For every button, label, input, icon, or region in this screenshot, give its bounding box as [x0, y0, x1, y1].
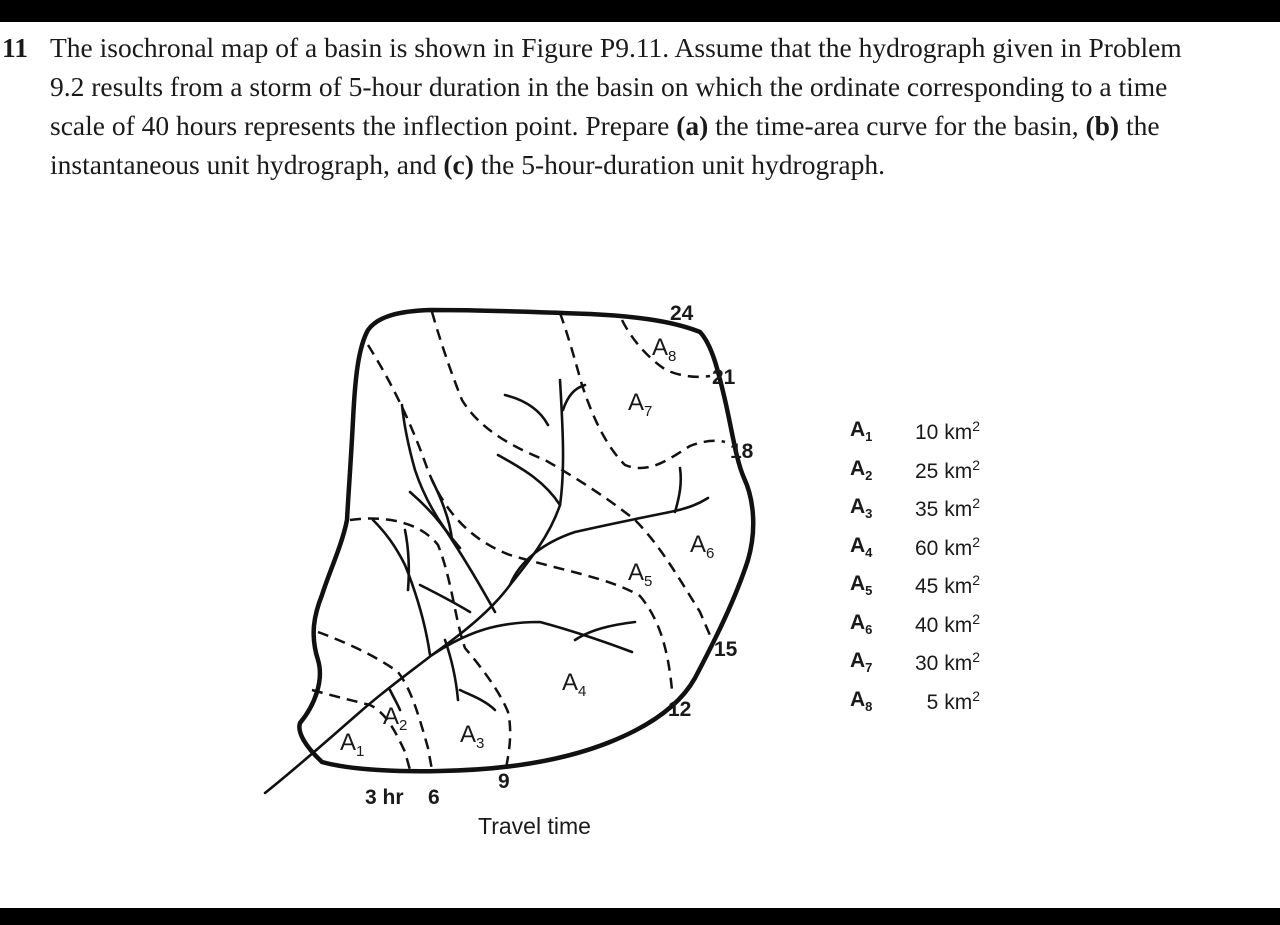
tributary	[460, 690, 495, 710]
legend-area-subscript: 5	[865, 583, 873, 599]
legend-area-subscript: 7	[865, 660, 873, 676]
area-label-a2: $A_2$	[383, 703, 408, 734]
tributary	[563, 385, 585, 410]
legend-value-number: 25	[915, 459, 939, 483]
legend-value-exponent: 2	[972, 418, 980, 434]
legend-value-number: 60	[915, 536, 939, 560]
isochrone-label-6: 6	[428, 786, 440, 809]
legend-area-letter: A	[850, 495, 866, 518]
legend-value-unit: km	[944, 690, 973, 714]
legend-area-letter: A	[850, 533, 866, 557]
legend-area-letter: A	[850, 687, 866, 711]
legend-value-exponent: 2	[972, 649, 980, 665]
tributary	[510, 498, 708, 585]
legend-value-unit: km	[944, 421, 973, 444]
legend-value-exponent: 2	[972, 533, 980, 550]
legend-value-number: 45	[915, 575, 939, 598]
problem-text-4: the 5-hour-duration unit hydrograph.	[473, 149, 885, 180]
area-label-a3: $A_3$	[460, 721, 485, 752]
tributary	[675, 468, 681, 512]
legend-area-value	[870, 611, 980, 638]
area-label-a5: $A_5$	[628, 559, 653, 590]
area-label-a6: $A_6$	[690, 531, 715, 562]
legend-value-number: 10	[915, 421, 939, 444]
legend-value-unit: km	[944, 498, 973, 521]
part-b-label: (b)	[1085, 110, 1120, 141]
legend-value-number: 35	[915, 498, 939, 521]
legend-area-letter: A	[850, 418, 866, 441]
legend-area-value	[870, 534, 980, 561]
problem-number: 11	[2, 32, 28, 63]
legend-area-letter: A	[850, 649, 866, 672]
isochrone-9	[350, 518, 510, 768]
legend-value-unit: km	[944, 613, 973, 637]
legend-area-subscript: 3	[865, 506, 873, 522]
isochrone-label-9: 9	[498, 770, 510, 793]
isochrone-label-18: 18	[730, 440, 754, 463]
isochrone-label-21: 21	[712, 366, 736, 389]
legend-value-number: 30	[915, 652, 939, 675]
area-label-a7: $A_7$	[628, 389, 653, 420]
legend-value-exponent: 2	[972, 610, 980, 627]
legend-value-unit: km	[944, 575, 973, 598]
isochrone-6	[318, 632, 432, 770]
legend-area-letter: A	[850, 456, 866, 480]
tributary	[505, 395, 548, 425]
legend-area-value	[870, 457, 980, 484]
tributary	[420, 585, 470, 612]
problem-text-1: The isochronal map of a basin is shown in Figure P9.11. Assume that the hydrograph given in Problem 9.2 results from a storm of 5-hour duration in the basin on which the ordinate corresponding to a time scale of 40 hours represents the inflection point. Prepare	[50, 32, 1182, 141]
legend-value-exponent: 2	[972, 456, 980, 473]
legend-value-number: 5	[926, 690, 939, 714]
legend-area-value	[870, 572, 980, 599]
part-c-label: (c)	[443, 149, 474, 180]
area-label-a1: $A_1$	[340, 729, 365, 760]
isochrone-label-15: 15	[714, 638, 738, 661]
travel-time-caption: Travel time	[478, 813, 591, 839]
legend-value-number: 40	[915, 613, 939, 637]
isochrone-label-12: 12	[668, 698, 692, 721]
legend-area-subscript: 2	[865, 467, 873, 483]
legend-value-exponent: 2	[972, 572, 980, 588]
problem-text-3: the instantaneous unit hydrograph, and	[50, 110, 1160, 180]
legend-area-letter: A	[850, 610, 866, 634]
legend-area-subscript: 8	[865, 698, 873, 714]
isochrone-12	[368, 345, 672, 690]
legend-value-unit: km	[944, 536, 973, 560]
area-label-a4: $A_4$	[562, 669, 587, 700]
page	[0, 22, 1280, 908]
tributary	[575, 622, 635, 640]
legend-value-unit: km	[944, 459, 973, 483]
problem-text-2: the time-area curve for the basin,	[708, 110, 1086, 141]
legend-area-value	[870, 495, 980, 522]
isochrone-label-24: 24	[670, 302, 694, 325]
legend-area-subscript: 6	[865, 621, 873, 637]
area-label-a8: $A_8$	[652, 334, 677, 365]
legend-value-unit: km	[944, 652, 973, 675]
legend-area-value	[870, 649, 980, 676]
tributary	[405, 530, 409, 590]
part-a-label: (a)	[676, 110, 709, 141]
legend-area-subscript: 1	[865, 429, 873, 445]
legend-value-exponent: 2	[972, 687, 980, 704]
legend-area-value	[870, 688, 980, 715]
drainage-network	[265, 380, 708, 793]
isochronal-map-figure	[0, 22, 1280, 908]
legend-area-subscript: 4	[865, 544, 873, 560]
tributary	[373, 520, 430, 655]
legend-value-exponent: 2	[972, 495, 980, 511]
tributary	[445, 640, 458, 700]
legend-area-value	[870, 418, 980, 445]
legend-area-letter: A	[850, 572, 866, 595]
isochrone-label-3hr: 3 hr	[365, 786, 404, 809]
